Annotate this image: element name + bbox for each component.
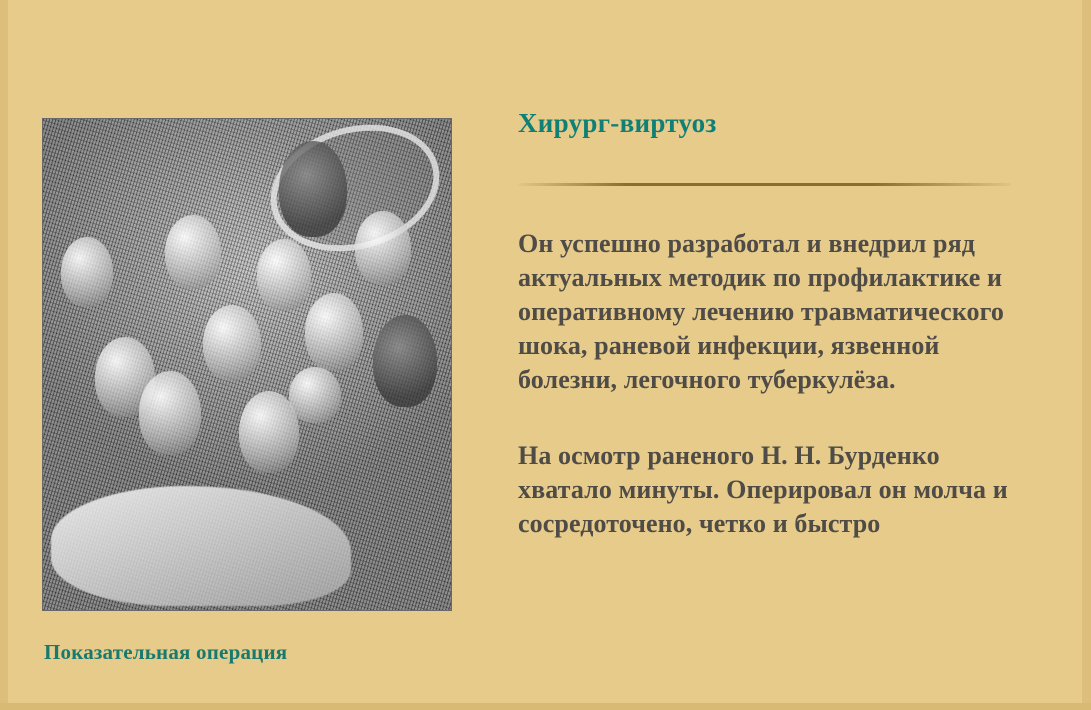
figure-shape xyxy=(257,239,311,311)
body-paragraph-2: На осмотр раненого Н. Н. Бурденко хватало минуты. Оперировал он молча и сосредоточено, четко и быстро xyxy=(518,441,1008,539)
figure-shape xyxy=(373,315,437,407)
photo-frame xyxy=(42,118,452,611)
figure-shape xyxy=(165,215,221,289)
photo-caption: Показательная операция xyxy=(44,640,288,664)
figure-shape xyxy=(139,371,201,455)
figure-shape xyxy=(305,293,363,371)
slide-bottom-edge-bar xyxy=(0,703,1091,710)
figure-shape xyxy=(289,367,341,423)
figure-shape xyxy=(279,141,347,237)
slide-left-edge-bar xyxy=(0,0,8,710)
title-divider xyxy=(518,183,1011,186)
text-column xyxy=(518,108,1028,541)
figure-shape xyxy=(61,237,113,307)
body-paragraph-1: Он успешно разработал и внедрил ряд актуальных методик по профилактике и оперативному лечению травматического шока, раневой инфекции, язвенной болезни, легочного туберкулёза. xyxy=(518,229,1005,395)
surgical-sheet-shape xyxy=(51,486,351,606)
page-title: Хирург-виртуоз xyxy=(518,108,717,138)
historical-photo xyxy=(42,118,452,611)
figure-shape xyxy=(355,211,411,285)
slide-right-edge-bar xyxy=(1082,0,1091,710)
figure-shape xyxy=(203,305,261,381)
photo-figures xyxy=(43,119,451,610)
